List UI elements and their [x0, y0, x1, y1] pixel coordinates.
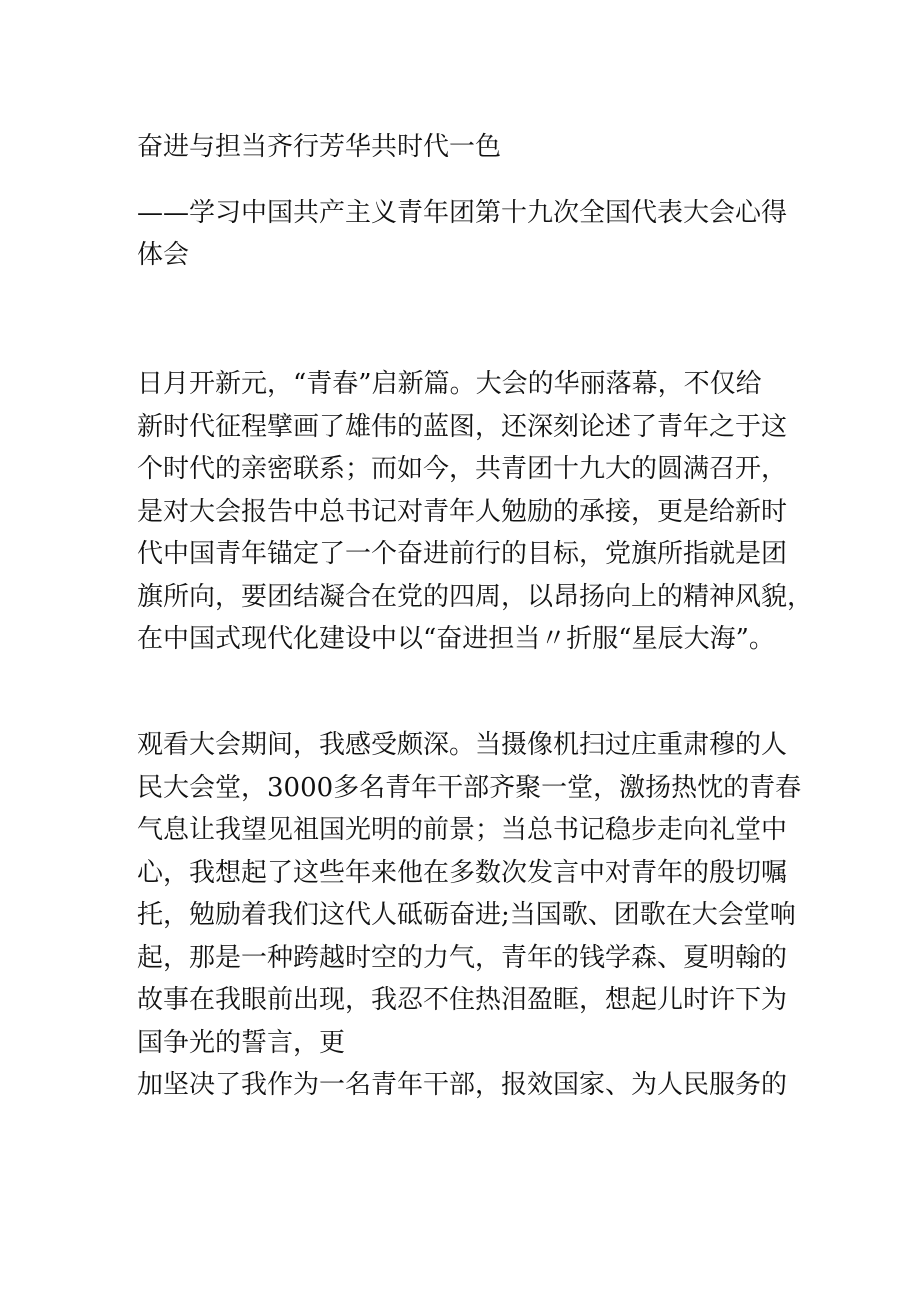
- paragraph-line: 国争光的誓言，更: [137, 1027, 346, 1058]
- document-title: 奋进与担当齐行芳华共时代一色: [137, 132, 502, 162]
- paragraph-line: 加坚决了我作为一名青年干部，报效国家、为人民服务的: [137, 1070, 788, 1100]
- paragraph-line: 旗所向，要团结凝合在党的四周，以昂扬向上的精神风貌，: [137, 581, 814, 612]
- paragraph-line: 托，勉励着我们这代人砥砺奋进;当国歌、团歌在大会堂响: [137, 900, 796, 930]
- paragraph-2: [137, 724, 801, 1107]
- paragraph-line: 观看大会期间，我感受颇深。当摄像机扫过庄重肃穆的人: [137, 730, 788, 760]
- subtitle-line: 体会: [137, 240, 190, 270]
- document-subtitle: [137, 192, 797, 276]
- paragraph-line: 个时代的亲密联系；而如今，共青团十九大的圆满召开，: [137, 454, 788, 484]
- paragraph-line: 气息让我望见祖国光明的前景；当总书记稳步走向礼堂中: [137, 815, 788, 845]
- paragraph-line: 新时代征程擘画了雄伟的蓝图，还深刻论述了青年之于这: [137, 411, 788, 442]
- paragraph-line: 民大会堂，3000多名青年干部齐聚一堂，激扬热忱的青春: [137, 772, 802, 803]
- paragraph-1: [137, 363, 813, 661]
- paragraph-line: 故事在我眼前出现，我忍不住热泪盈眶，想起儿时许下为: [137, 985, 788, 1015]
- paragraph-line: 在中国式现代化建设中以“奋进担当〃折服“星辰大海”。: [137, 624, 775, 654]
- paragraph-line: 是对大会报告中总书记对青年人勉励的承接，更是给新时: [137, 496, 788, 527]
- paragraph-line: 心，我想起了这些年来他在多数次发言中对青年的殷切嘱: [137, 857, 788, 888]
- paragraph-line: 日月开新元，“青春”启新篇。大会的华丽落幕，不仅给: [137, 369, 762, 399]
- subtitle-line: ——学习中国共产主义青年团第十九次全国代表大会心得: [137, 198, 788, 228]
- paragraph-line: 起，那是一种跨越时空的力气，青年的钱学森、夏明翰的: [137, 942, 788, 973]
- paragraph-line: 代中国青年锚定了一个奋进前行的目标，党旗所指就是团: [137, 539, 788, 569]
